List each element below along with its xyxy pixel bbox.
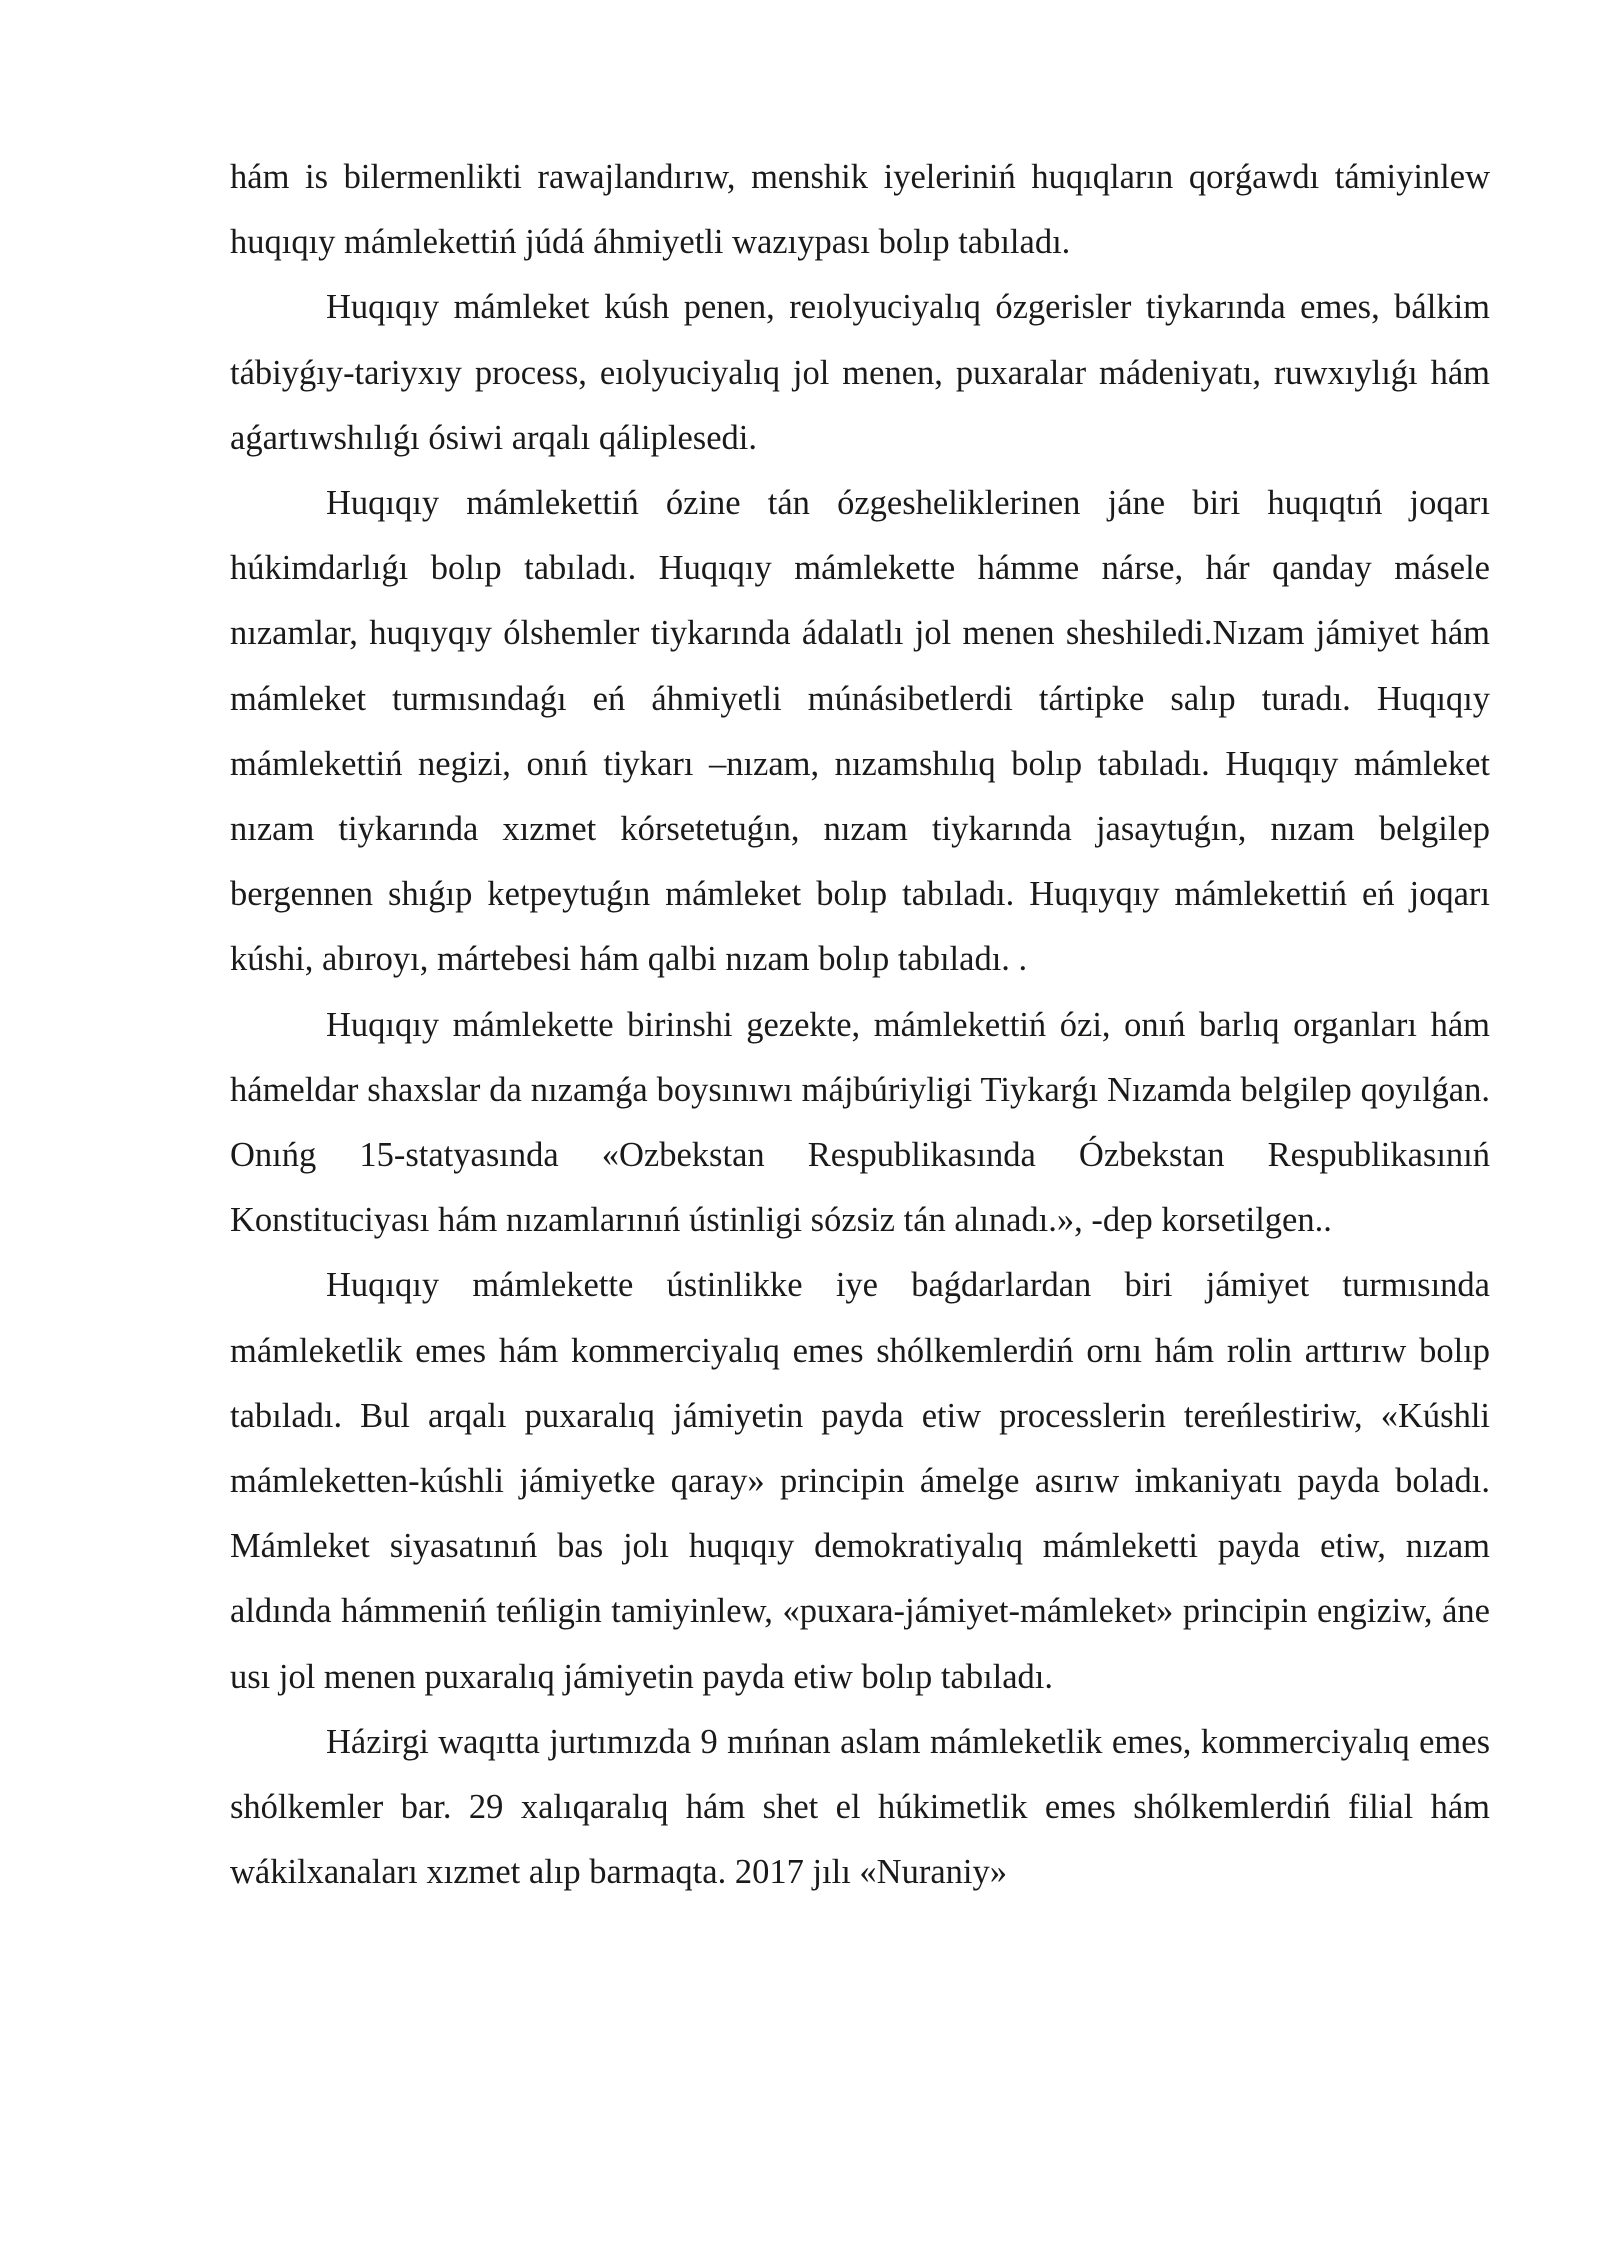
document-body [230, 145, 1490, 1905]
paragraph-4: Huqıqıy mámlekette birinshi gezekte, mámlekettiń ózi, onıń barlıq organları hám hámeldar shaxslar da nızamǵa boysınıwı májbúriyligi Tiykarǵı Nızamda belgilep qoyılǵan. Onıńg 15-statyasında «Ozbekstan Respublikasında Ózbekstan Respublikasınıń Konstituciyası hám nızamlarınıń ústinligi sózsiz tán alınadı.», -dep korsetilgen.. [230, 1005, 1490, 1240]
paragraph-1: hám is bilermenlikti rawajlandırıw, menshik iyeleriniń huqıqların qorǵawdı támiyinlew huqıqıy mámlekettiń júdá áhmiyetli wazıypası bolıp tabıladı. [230, 158, 1490, 262]
paragraph-6: Házirgi waqıtta jurtımızda 9 mıńnan aslam mámleketlik emes, kommerciyalıq emes shólkemler bar. 29 xalıqaralıq hám shet el húkimetlik emes shólkemlerdiń filial hám wákilxanaları xızmet alıp barmaqta. 2017 jılı «Nuraniy» [230, 1722, 1490, 1892]
paragraph-5: Huqıqıy mámlekette ústinlikke iye baǵdarlardan biri jámiyet turmısında mámleketlik emes hám kommerciyalıq emes shólkemlerdiń ornı hám rolin arttırıw bolıp tabıladı. Bul arqalı puxaralıq jámiyetin payda etiw processlerin tereńlestiriw, «Kúshli mámleketten-kúshli jámiyetke qaray» principin ámelge asırıw imkaniyatı payda boladı. Mámleket siyasatınıń bas jolı huqıqıy demokratiyalıq mámleketti payda etiw, nızam aldında hámmeniń teńligin tamiyinlew, «puxara-jámiyet-mámleket» principin engiziw, áne usı jol menen puxaralıq jámiyetin payda etiw bolıp tabıladı. [230, 1266, 1490, 1696]
paragraph-3: Huqıqıy mámlekettiń ózine tán ózgesheliklerinen jáne biri huqıqtıń joqarı húkimdarlıǵı bolıp tabıladı. Huqıqıy mámlekette hámme nárse, hár qanday másele nızamlar, huqıyqıy ólshemler tiykarında ádalatlı jol menen sheshiledi.Nızam jámiyet hám mámleket turmısındaǵı eń áhmiyetli múnásibetlerdi tártipke salıp turadı. Huqıqıy mámlekettiń negizi, onıń tiykarı –nızam, nızamshılıq bolıp tabıladı. Huqıqıy mámleket nızam tiykarında xızmet kórsetetuǵın, nızam tiykarında jasaytuǵın, nızam belgilep bergennen shıǵıp ketpeytuǵın mámleket bolıp tabıladı. Huqıyqıy mámlekettiń eń joqarı kúshi, abıroyı, mártebesi hám qalbi nızam bolıp tabıladı. . [230, 484, 1490, 979]
paragraph-2: Huqıqıy mámleket kúsh penen, reıolyuciyalıq ózgerisler tiykarında emes, bálkim tábiyǵıy-tariyxıy process, eıolyuciyalıq jol menen, puxaralar mádeniyatı, ruwxıylıǵı hám aǵartıwshılıǵı ósiwi arqalı qáliplesedi. [230, 288, 1490, 457]
